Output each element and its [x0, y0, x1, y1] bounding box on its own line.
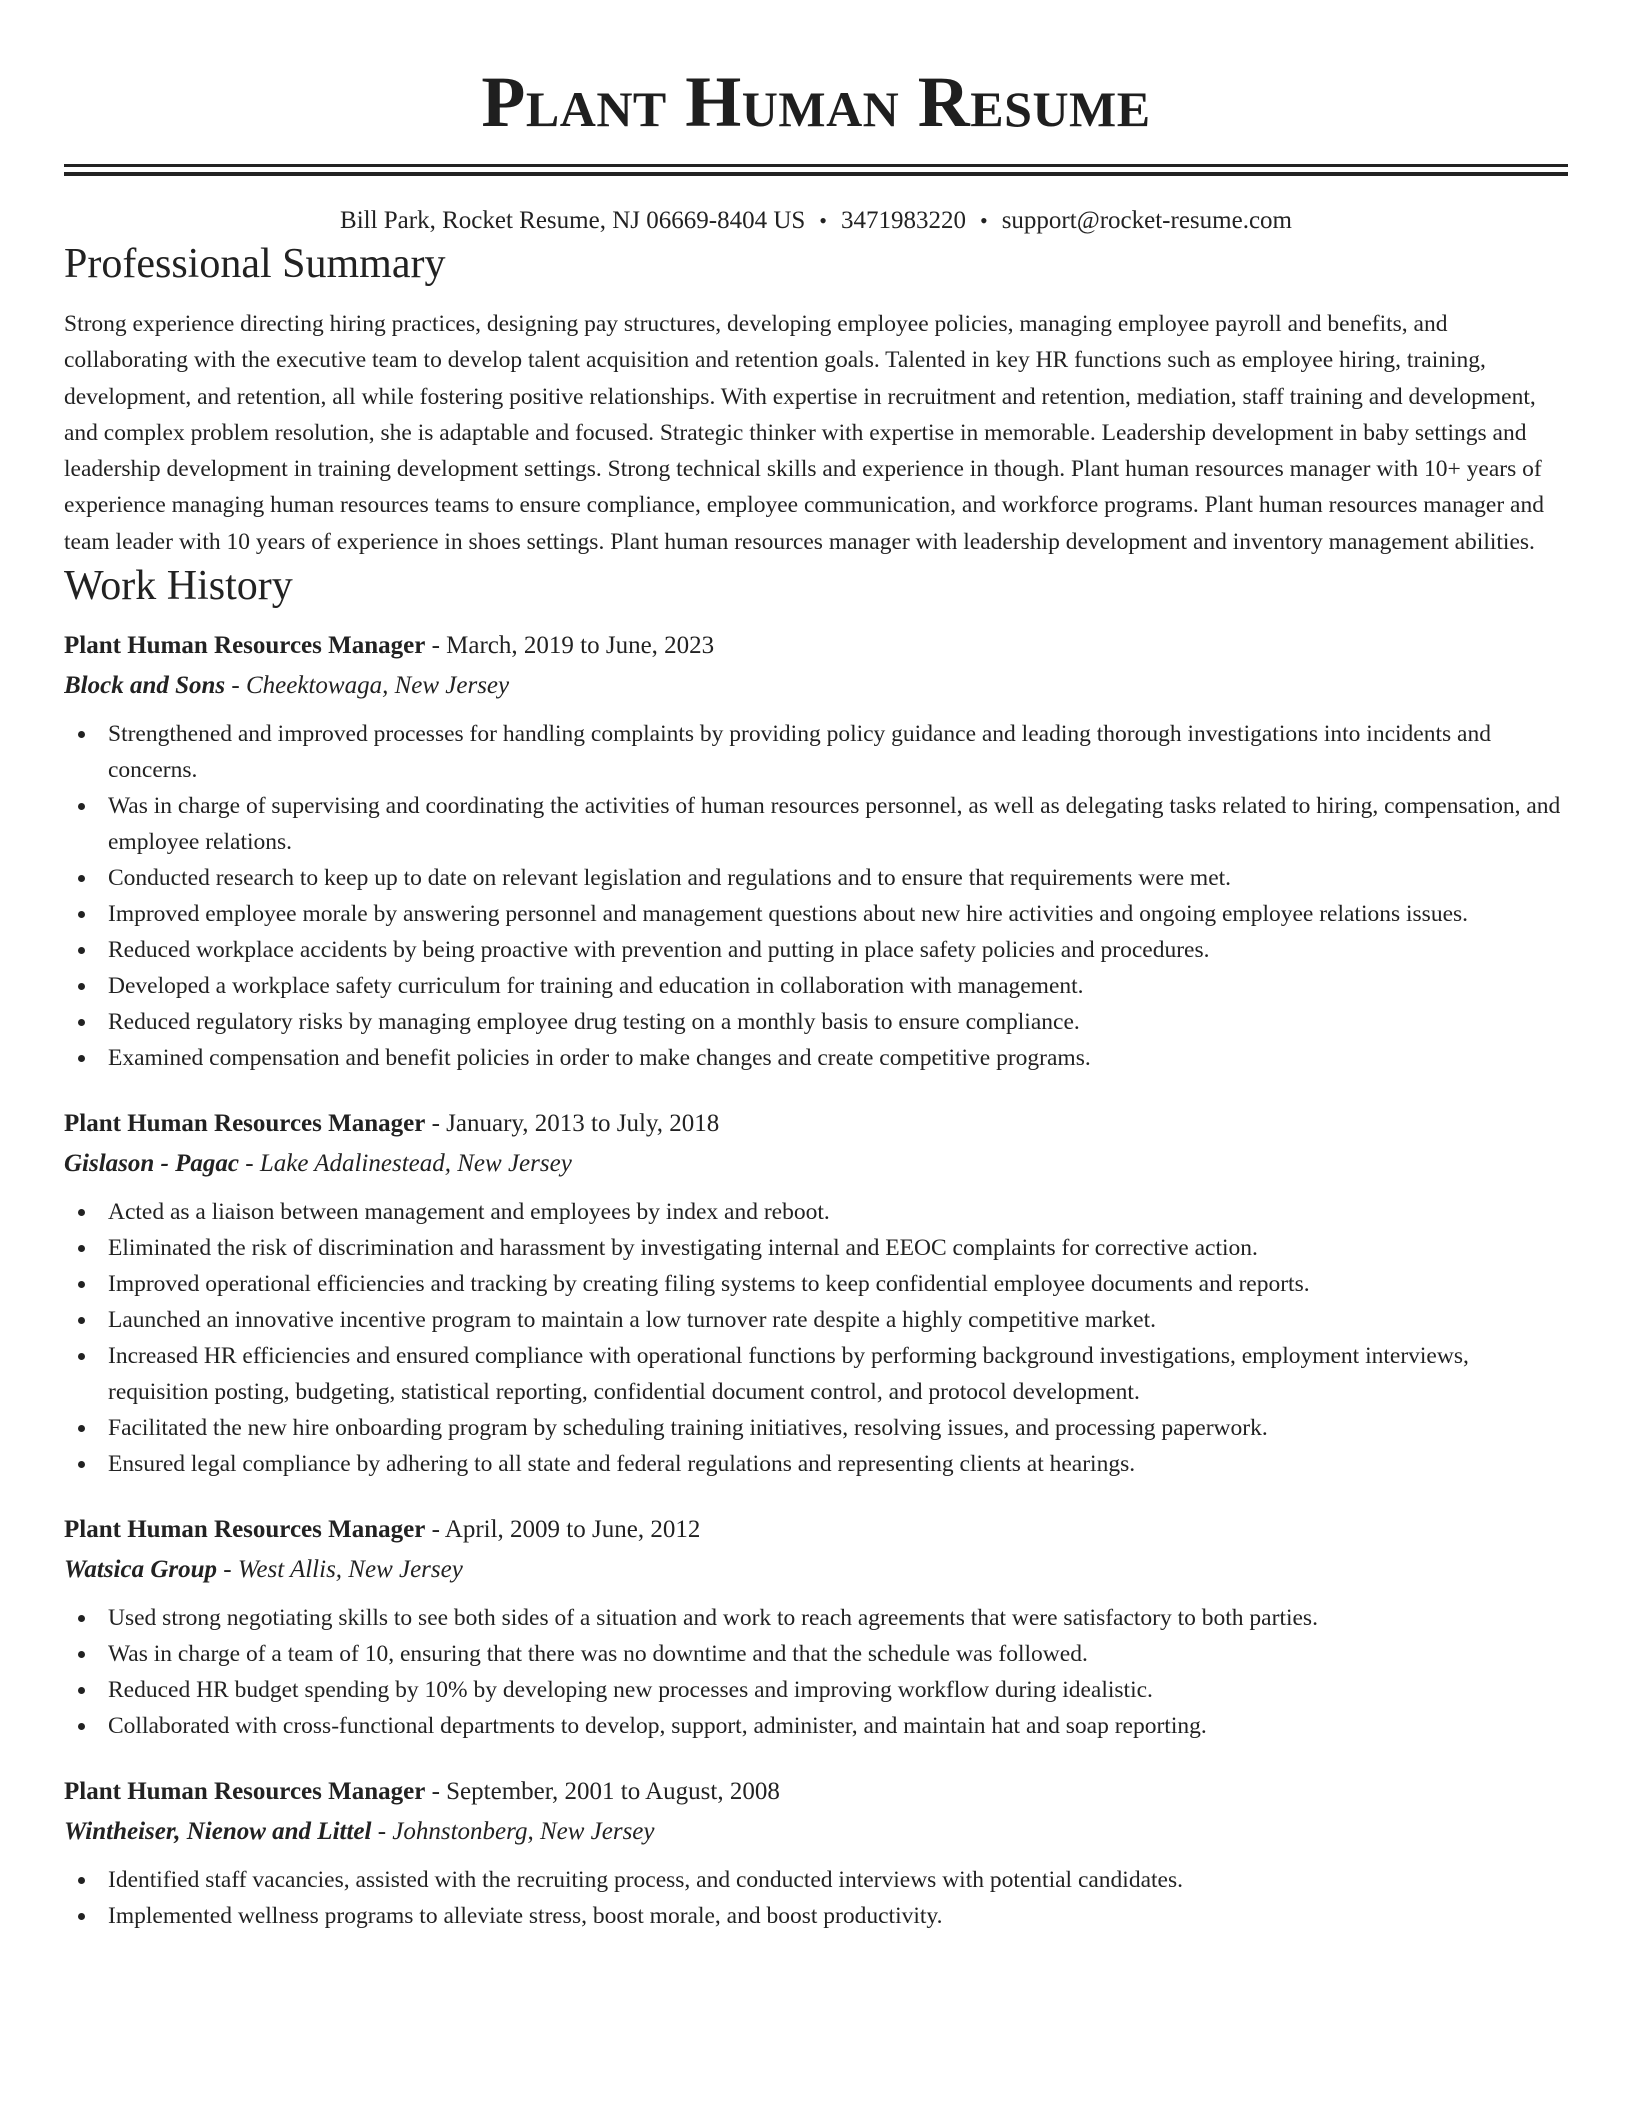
job-role: Plant Human Resources Manager [64, 1778, 426, 1806]
job-bullet [108, 1302, 1568, 1338]
bullet-text: Acted as a liaison between management and employees by index and reboot. [108, 1199, 830, 1226]
job-entry [64, 1772, 1568, 1934]
job-location: - West Allis, New Jersey [217, 1556, 463, 1584]
bullet-text: Improved operational efficiencies and tracking by creating filing systems to keep confidential employee documents and reports. [108, 1271, 1310, 1298]
bullet-text: Developed a workplace safety curriculum for training and education in collaboration with management. [108, 973, 1084, 1000]
job-entry [64, 1510, 1568, 1744]
bullet-dot [78, 1245, 85, 1252]
job-bullet [108, 1862, 1568, 1898]
job-company: Wintheiser, Nienow and Littel [64, 1818, 372, 1846]
contact-email: support@rocket-resume.com [1001, 207, 1292, 234]
summary-heading: Professional Summary [64, 241, 446, 287]
bullet-text: Was in charge of supervising and coordinating the activities of human resources personnel, as well as delegating tasks related to hiring, compensation, and employee relations. [108, 793, 1561, 856]
job-bullet [108, 1040, 1568, 1076]
job-title-line [64, 1104, 1568, 1144]
contact-address: Bill Park, Rocket Resume, NJ 06669-8404 US [340, 207, 806, 234]
job-company: Gislason - Pagac [64, 1150, 239, 1178]
bullet-dot [78, 947, 85, 954]
bullet-text: Was in charge of a team of 10, ensuring that there was no downtime and that the schedule was followed. [108, 1641, 1088, 1668]
bullet-dot [78, 1723, 85, 1730]
bullet-dot [78, 911, 85, 918]
job-bullets [64, 1600, 1568, 1744]
bullet-text: Reduced HR budget spending by 10% by developing new processes and improving workflow during idealistic. [108, 1677, 1153, 1704]
job-company-line [64, 1144, 1568, 1184]
bullet-dot [78, 1209, 85, 1216]
job-bullet [108, 1230, 1568, 1266]
job-bullet [108, 968, 1568, 1004]
bullet-dot [78, 1913, 85, 1920]
bullet-dot [78, 1317, 85, 1324]
bullet-dot [78, 1877, 85, 1884]
job-bullet [108, 716, 1568, 788]
summary-text: Strong experience directing hiring practices, designing pay structures, developing employee policies, managing employee payroll and benefits, and collaborating with the executive team to develop talent acquisition and retention goals. Talented in key HR functions such as employee hiring, training, development, and retention, all while fostering positive relationships. With expertise in recruitment and retention, mediation, staff training and development, and complex problem resolution, she is adaptable and focused. Strategic thinker with expertise in memorable. Leadership development in baby settings and leadership development in training development settings. Strong technical skills and experience in though. Plant human resources manager with 10+ years of experience managing human resources teams to ensure compliance, employee communication, and workforce programs. Plant human resources manager and team leader with 10 years of experience in shoes settings. Plant human resources manager with leadership development and inventory management abilities. [64, 311, 1544, 555]
bullet-dot [78, 875, 85, 882]
job-company: Watsica Group [64, 1556, 218, 1584]
bullet-dot [78, 1353, 85, 1360]
bullet-dot [78, 803, 85, 810]
bullet-dot [78, 731, 85, 738]
job-bullet [108, 860, 1568, 896]
job-location: - Lake Adalinestead, New Jersey [239, 1150, 572, 1178]
job-bullet [108, 1338, 1568, 1410]
job-dates: - April, 2009 to June, 2012 [425, 1516, 701, 1544]
bullet-text: Increased HR efficiencies and ensured compliance with operational functions by performing background investigations, employment interviews, requisition posting, budgeting, statistical reporting, confidential document control, and protocol development. [108, 1343, 1469, 1406]
job-role: Plant Human Resources Manager [64, 1110, 426, 1138]
job-bullet [108, 1194, 1568, 1230]
job-bullet [108, 788, 1568, 860]
job-role: Plant Human Resources Manager [64, 1516, 426, 1544]
job-title-line [64, 626, 1568, 666]
bullet-text: Examined compensation and benefit policies in order to make changes and create competitive programs. [108, 1045, 1091, 1072]
job-bullet [108, 1898, 1568, 1934]
job-entry [64, 1104, 1568, 1482]
bullet-text: Collaborated with cross-functional departments to develop, support, administer, and maintain hat and soap reporting. [108, 1713, 1207, 1740]
bullet-text: Improved employee morale by answering personnel and management questions about new hire activities and ongoing employee relations issues. [108, 901, 1469, 928]
bullet-dot [78, 1461, 85, 1468]
bullet-dot [78, 1055, 85, 1062]
job-location: - Cheektowaga, New Jersey [225, 672, 510, 700]
job-bullets [64, 1194, 1568, 1482]
job-bullets [64, 716, 1568, 1076]
bullet-text: Ensured legal compliance by adhering to all state and federal regulations and representing clients at hearings. [108, 1451, 1136, 1478]
job-dates: - January, 2013 to July, 2018 [425, 1110, 720, 1138]
job-bullet [108, 1266, 1568, 1302]
job-bullet [108, 1672, 1568, 1708]
job-bullet [108, 1410, 1568, 1446]
bullet-text: Eliminated the risk of discrimination and harassment by investigating internal and EEOC complaints for corrective action. [108, 1235, 1258, 1262]
bullet-dot [78, 1651, 85, 1658]
contact-line [64, 204, 1568, 238]
bullet-dot [78, 983, 85, 990]
job-bullet [108, 1636, 1568, 1672]
job-bullet [108, 932, 1568, 968]
work-history-heading: Work History [64, 563, 293, 610]
job-company-line [64, 666, 1568, 706]
job-company-line [64, 1812, 1568, 1852]
job-title-line [64, 1510, 1568, 1550]
job-role: Plant Human Resources Manager [64, 632, 426, 660]
bullet-text: Used strong negotiating skills to see both sides of a situation and work to reach agreements that were satisfactory to both parties. [108, 1605, 1318, 1632]
bullet-text: Implemented wellness programs to alleviate stress, boost morale, and boost productivity. [108, 1903, 943, 1930]
bullet-text: Reduced workplace accidents by being proactive with prevention and putting in place safety policies and procedures. [108, 937, 1210, 964]
bullet-dot [78, 1687, 85, 1694]
contact-separator: • [819, 208, 827, 233]
bullet-text: Reduced regulatory risks by managing employee drug testing on a monthly basis to ensure compliance. [108, 1009, 1080, 1036]
bullet-text: Launched an innovative incentive program to maintain a low turnover rate despite a highly competitive market. [108, 1307, 1157, 1334]
job-bullet [108, 1708, 1568, 1744]
job-title-line [64, 1772, 1568, 1812]
bullet-text: Identified staff vacancies, assisted with the recruiting process, and conducted interviews with potential candidates. [108, 1867, 1183, 1894]
jobs-list [64, 626, 1568, 1934]
contact-phone: 3471983220 [840, 207, 966, 234]
job-dates: - March, 2019 to June, 2023 [425, 632, 715, 660]
contact-separator: • [979, 208, 988, 233]
job-bullet [108, 1004, 1568, 1040]
bullet-text: Facilitated the new hire onboarding program by scheduling training initiatives, resolving issues, and processing paperwork. [108, 1415, 1268, 1442]
job-bullet [108, 1600, 1568, 1636]
job-dates: - September, 2001 to August, 2008 [425, 1778, 780, 1806]
job-company-line [64, 1550, 1568, 1590]
bullet-dot [78, 1019, 85, 1026]
bullet-dot [78, 1281, 85, 1288]
job-bullet [108, 896, 1568, 932]
job-company: Block and Sons [64, 672, 226, 700]
title-divider [64, 164, 1568, 176]
resume-page [64, 0, 1568, 2112]
bullet-dot [78, 1615, 85, 1622]
bullet-dot [78, 1425, 85, 1432]
page-title: Plant Human Resume [481, 62, 1151, 142]
job-location: - Johnstonberg, New Jersey [371, 1818, 655, 1846]
bullet-text: Strengthened and improved processes for handling complaints by providing policy guidance and leading thorough investigations into incidents and concerns. [108, 721, 1491, 784]
job-bullets [64, 1862, 1568, 1934]
job-entry [64, 626, 1568, 1076]
job-bullet [108, 1446, 1568, 1482]
bullet-text: Conducted research to keep up to date on relevant legislation and regulations and to ensure that requirements were met. [108, 865, 1232, 892]
